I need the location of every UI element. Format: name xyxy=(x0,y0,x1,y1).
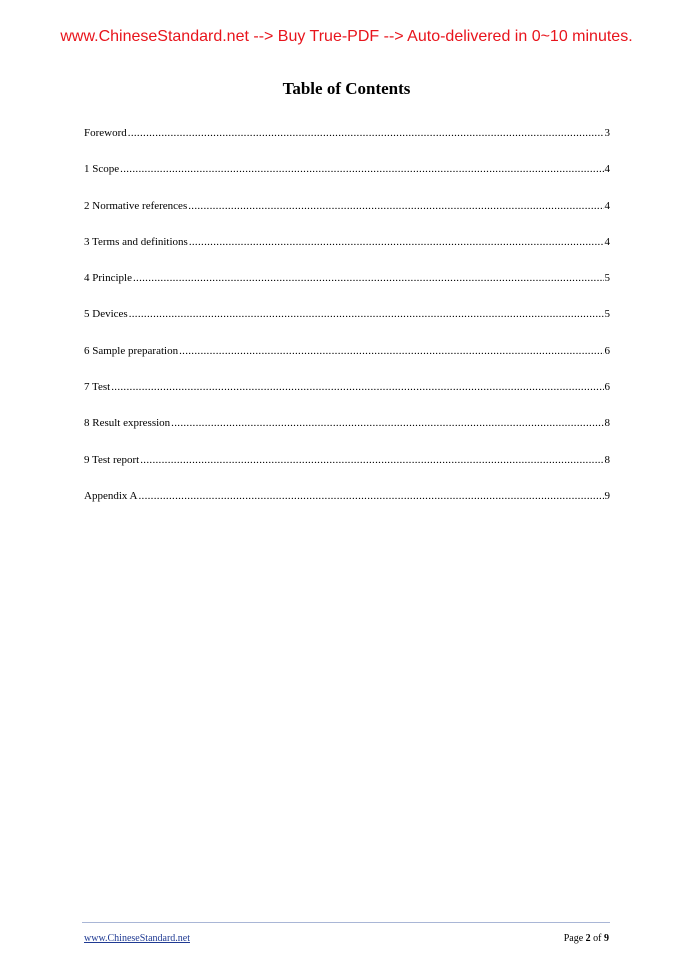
toc-entry-label: 2 Normative references xyxy=(84,199,188,212)
toc-entry-page: 8 xyxy=(604,453,610,466)
footer-divider xyxy=(82,922,610,923)
toc-entry-page: 6 xyxy=(604,344,610,357)
toc-entry-principle[interactable] xyxy=(84,271,610,307)
page-number-total: 9 xyxy=(604,933,609,944)
toc-entry-label: Appendix A xyxy=(84,489,138,502)
toc-entry-page: 4 xyxy=(604,163,610,176)
toc-title: Table of Contents xyxy=(282,79,411,98)
page-number-current: 2 xyxy=(585,933,591,944)
toc-entry-label: 6 Sample preparation xyxy=(84,344,179,357)
toc-leader-dots xyxy=(129,307,604,321)
toc-leader-dots xyxy=(138,489,603,503)
toc-entry-page: 6 xyxy=(604,381,610,394)
toc-leader-dots xyxy=(133,271,604,285)
toc-leader-dots xyxy=(128,126,604,140)
toc-entry-foreword[interactable] xyxy=(84,126,610,162)
toc-entry-label: Foreword xyxy=(84,127,127,139)
toc-entry-result-expression[interactable] xyxy=(84,416,610,452)
page-number-of: of xyxy=(590,933,604,944)
toc-entry-label: 9 Test report xyxy=(84,453,140,466)
toc-entry-test[interactable] xyxy=(84,380,610,416)
toc-entry-test-report[interactable] xyxy=(84,453,610,489)
promo-banner[interactable]: www.ChineseStandard.net --> Buy True-PDF --> Auto-delivered in 0~10 minutes. xyxy=(60,28,633,45)
toc-leader-dots xyxy=(120,162,603,176)
toc-leader-dots xyxy=(140,453,603,467)
toc-entry-devices[interactable] xyxy=(84,307,610,343)
page-number-prefix: Page xyxy=(563,933,586,944)
toc-leader-dots xyxy=(179,344,603,358)
toc-entry-page: 3 xyxy=(604,127,610,139)
toc-entry-label: 4 Principle xyxy=(84,272,132,285)
toc-entry-label: 7 Test xyxy=(84,381,111,394)
toc-entry-page: 8 xyxy=(604,417,610,430)
toc-entry-label: 8 Result expression xyxy=(84,417,171,430)
toc-entry-page: 5 xyxy=(604,272,610,285)
toc-entry-page: 4 xyxy=(604,235,610,248)
toc-entry-page: 4 xyxy=(604,199,610,212)
toc-leader-dots xyxy=(188,199,603,213)
toc-entry-normative-references[interactable] xyxy=(84,199,610,235)
page-number xyxy=(564,933,609,945)
table-of-contents xyxy=(84,126,610,525)
toc-leader-dots xyxy=(111,380,603,394)
toc-entry-page: 5 xyxy=(604,308,610,321)
toc-entry-label: 3 Terms and definitions xyxy=(84,235,188,248)
footer-website-link[interactable]: www.ChineseStandard.net xyxy=(84,933,190,944)
toc-entry-label: 5 Devices xyxy=(84,308,128,321)
toc-leader-dots xyxy=(189,235,604,249)
toc-entry-sample-preparation[interactable] xyxy=(84,344,610,380)
toc-entry-appendix-a[interactable] xyxy=(84,489,610,525)
toc-entry-label: 1 Scope xyxy=(84,163,120,176)
toc-entry-page: 9 xyxy=(604,489,610,502)
toc-entry-scope[interactable] xyxy=(84,162,610,198)
toc-leader-dots xyxy=(171,416,603,430)
toc-entry-terms-and-definitions[interactable] xyxy=(84,235,610,271)
